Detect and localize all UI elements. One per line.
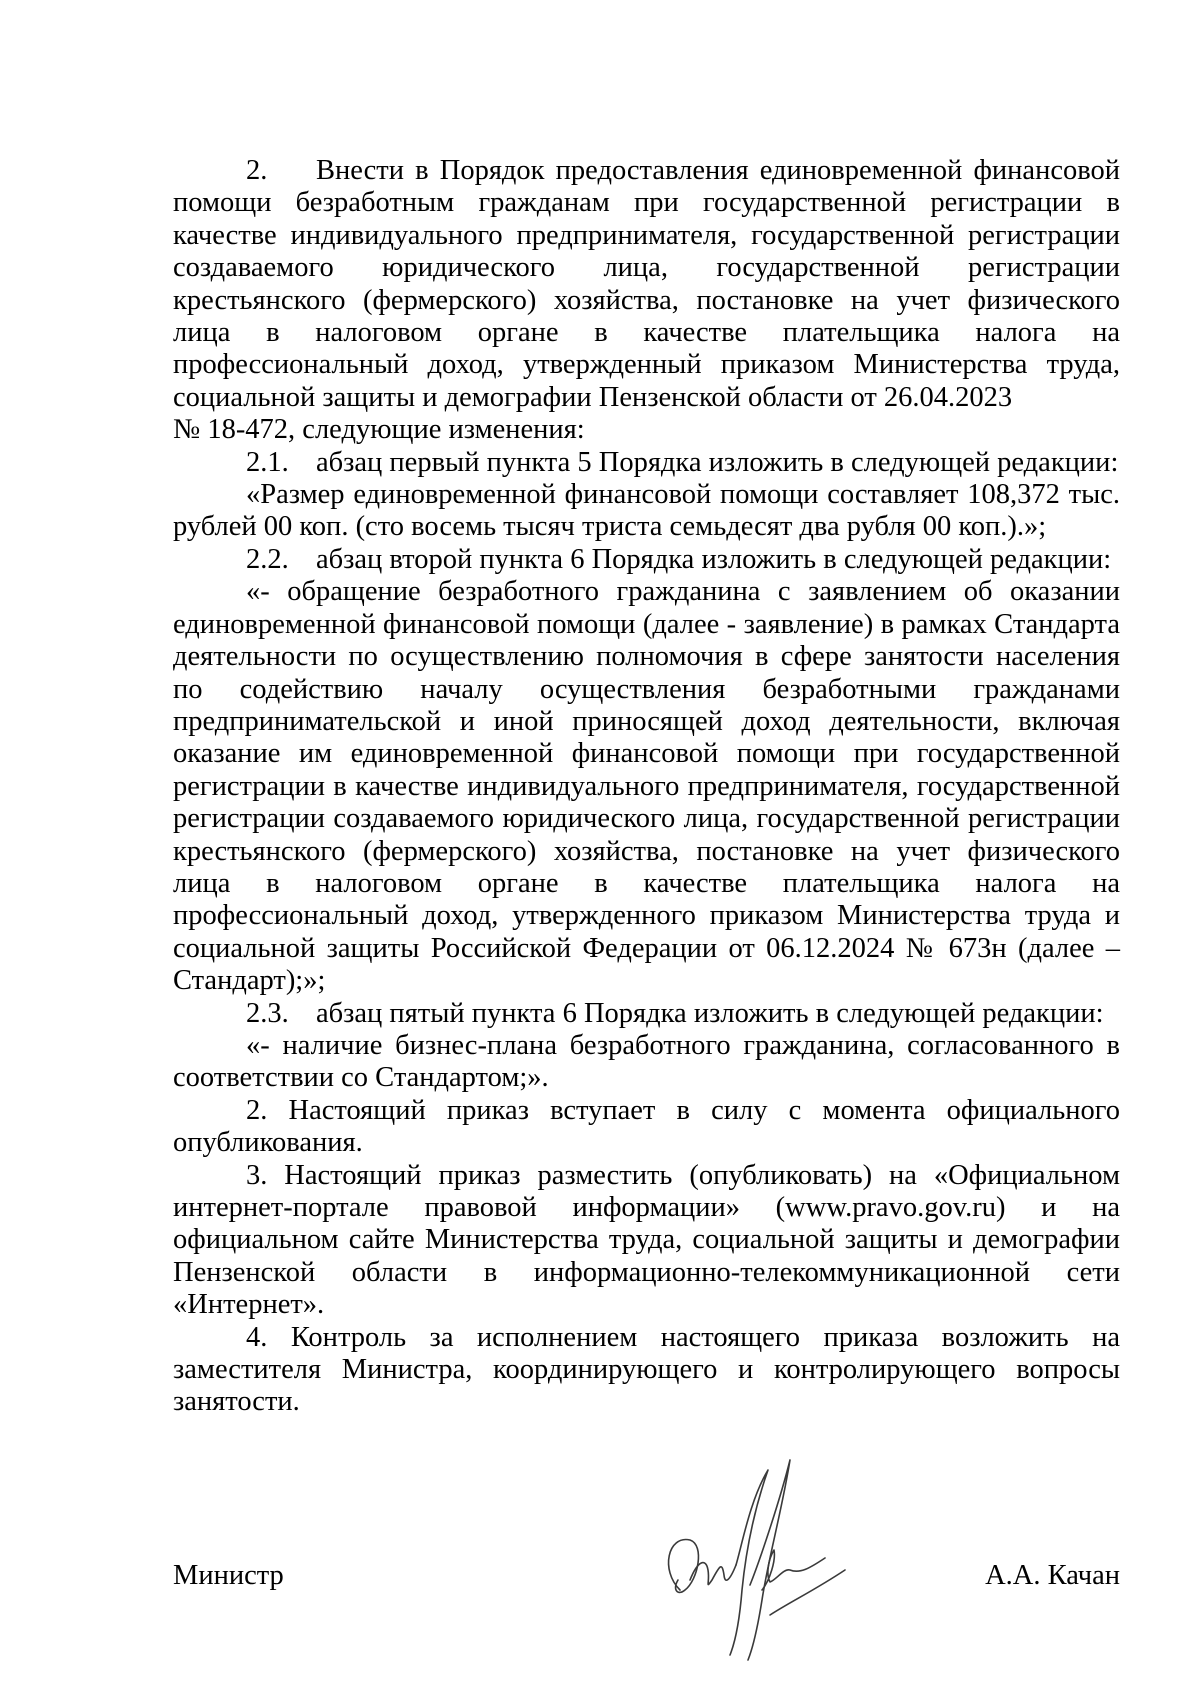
paragraph-effect: 2. Настоящий приказ вступает в силу с момента официального опубликования.: [173, 1094, 1120, 1159]
paragraph-text: Внести в Порядок предоставления единовременной финансовой помощи безработным гражданам при государственной регистрации в качестве индивидуального предпринимателя, государственной регистрации создаваемого юридического лица, государственной регистрации крестьянского (фермерского) хозяйства, постановке на учет физического лица в налоговом органе в качестве плательщика налога на профессиональный доход, утвержденный приказом Министерства труда, социальной защиты и демографии Пензенской области от 26.04.2023: [173, 155, 1120, 413]
paragraph-text: абзац пятый пункта 6 Порядка изложить в следующей редакции:: [316, 997, 1104, 1029]
paragraph-text: абзац первый пункта 5 Порядка изложить в следующей редакции:: [316, 446, 1119, 478]
document-body: [173, 155, 1120, 1419]
quote-2-3: «- наличие бизнес-плана безработного гражданина, согласованного в соответствии со Стандартом;».: [173, 1029, 1120, 1094]
item-number: 2.3.: [246, 997, 289, 1029]
quote-2-1: «Размер единовременной финансовой помощи составляет 108,372 тыс. рублей 00 коп. (сто восемь тысяч триста семьдесят два рубля 00 коп.).»;: [173, 479, 1120, 543]
paragraph-2-2: [173, 544, 1120, 576]
paragraph-text: абзац второй пункта 6 Порядка изложить в следующей редакции:: [316, 543, 1112, 575]
item-number: 2.1.: [246, 446, 289, 478]
paragraph-2-1: [173, 447, 1120, 479]
item-number: 2.2.: [246, 543, 289, 575]
paragraph-publish: 3. Настоящий приказ разместить (опубликовать) на «Официальном интернет-портале правовой информации» (www.pravo.gov.ru) и на официальном сайте Министерства труда, социальной защиты и демографии Пензенской области в информационно-телекоммуникационной сети «Интернет».: [173, 1159, 1120, 1321]
quote-2-2: «- обращение безработного гражданина с заявлением об оказании единовременной финансовой помощи (далее - заявление) в рамках Стандарта деятельности по осуществлению полномочия в сфере занятости населения по содействию началу осуществления безработными гражданами предпринимательской и иной приносящей доход деятельности, включая оказание им единовременной финансовой помощи при государственной регистрации в качестве индивидуального предпринимателя, государственной регистрации создаваемого юридического лица, государственной регистрации крестьянского (фермерского) хозяйства, постановке на учет физического лица в налоговом органе в качестве плательщика налога на профессиональный доход, утвержденного приказом Министерства труда и социальной защиты Российской Федерации от 06.12.2024 № 673н (далее – Стандарт);»;: [173, 576, 1120, 997]
signer-name: А.А. Качан: [985, 1560, 1120, 1591]
paragraph-2: [173, 155, 1120, 414]
handwritten-signature: [650, 1440, 870, 1690]
paragraph-control: 4. Контроль за исполнением настоящего приказа возложить на заместителя Министра, координирующего и контролирующего вопросы занятости.: [173, 1321, 1120, 1418]
paragraph-2-3: [173, 998, 1120, 1030]
signer-position: Министр: [173, 1560, 284, 1591]
paragraph-2-tail: № 18-472, следующие изменения:: [173, 414, 585, 446]
item-number: 2.: [246, 155, 268, 186]
